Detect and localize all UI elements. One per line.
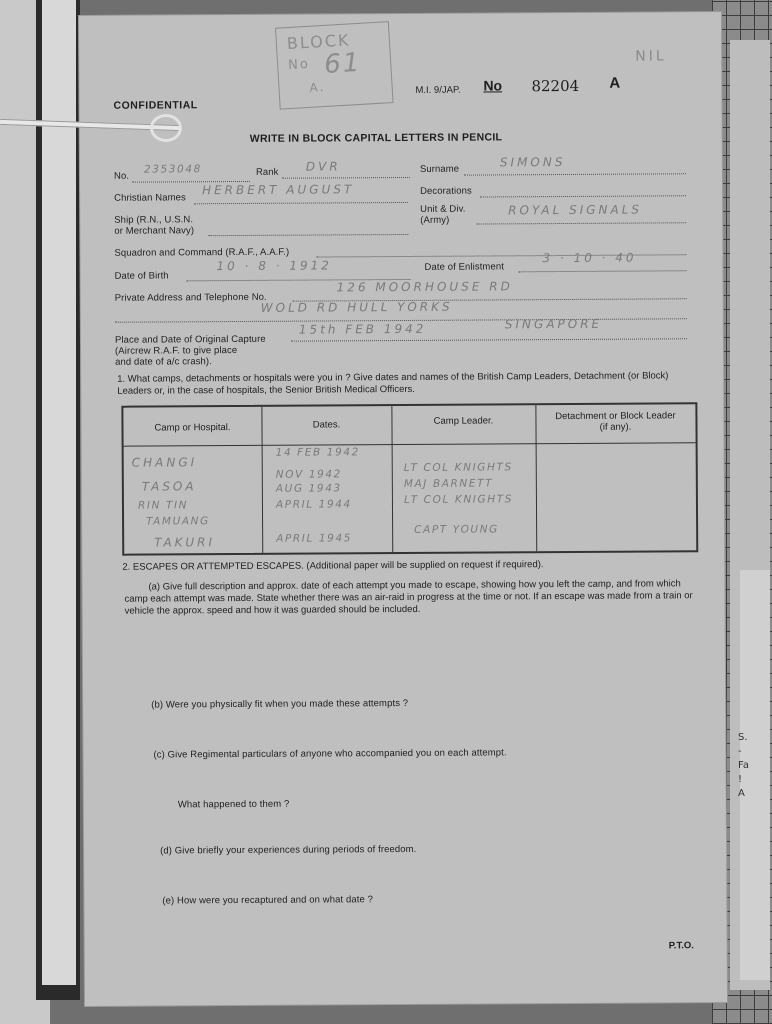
section2-question-c2: What happened to them ?	[177, 798, 290, 811]
please-turn-over: P.T.O.	[668, 940, 694, 952]
unit-value: ROYAL SIGNALS	[508, 202, 643, 218]
table-divider-2	[391, 406, 393, 552]
form-number: 82204	[531, 76, 580, 96]
date-2: NOV 1942	[275, 468, 342, 481]
address-label: Private Address and Telephone No.	[114, 291, 267, 304]
leader-4: CAPT YOUNG	[414, 523, 499, 536]
classification: CONFIDENTIAL	[113, 99, 198, 112]
leader-2: MAJ BARNETT	[403, 477, 494, 490]
form-sheet	[79, 12, 727, 1006]
camp-1: CHANGI	[131, 455, 198, 470]
stamp-line3: A.	[309, 79, 326, 95]
camp-5: TAKURI	[154, 535, 216, 550]
slip-text-5: A	[738, 788, 745, 799]
service-number-label: No.	[113, 170, 130, 182]
date-4: APRIL 1944	[275, 498, 352, 511]
block-stamp	[275, 21, 394, 110]
camp-4: TAMUANG	[146, 515, 210, 528]
number-label: No	[483, 77, 503, 94]
slip-text-2: -	[738, 746, 742, 757]
camp-2: TASOA	[141, 479, 197, 494]
surname-value: SIMONS	[499, 155, 566, 170]
date-of-birth-value: 10 · 8 · 1912	[216, 258, 332, 274]
christian-names-label: Christian Names	[114, 192, 186, 204]
service-number-value: 2353048	[143, 163, 202, 176]
capture-line	[291, 338, 687, 341]
section2-question-d: (d) Give briefly your experiences during periods of freedom.	[160, 843, 417, 857]
section2-question-a: (a) Give full description and approx. date of each attempt you made to escape, showing how you left the camp, and from which camp each attempt was made. State whether there was an air-raid in progress at the time or not. If an escape was made from a train or vehicle the approx. speed and how it was guarded should be included.	[124, 578, 693, 617]
address-value-1: 126 MOORHOUSE RD	[336, 279, 513, 295]
capture-date-value: 15th FEB 1942	[298, 321, 427, 337]
date-5: APRIL 1945	[276, 532, 353, 545]
capture-label-3: and date of a/c crash).	[115, 356, 212, 368]
rank-label: Rank	[255, 166, 279, 178]
rank-value: DVR	[305, 159, 341, 174]
address-value-2: WOLD RD HULL YORKS	[260, 299, 453, 315]
enlistment-label: Date of Enlistment	[424, 261, 504, 273]
header-dates: Dates.	[312, 419, 341, 431]
string-knot	[150, 114, 182, 142]
unit-label-1: Unit & Div.	[420, 203, 466, 215]
header-camp-leader: Camp Leader.	[433, 415, 494, 427]
nil-note: NIL	[635, 48, 667, 65]
section2-question-e: (e) How were you recaptured and on what date ?	[162, 894, 373, 907]
squadron-label: Squadron and Command (R.A.F., A.A.F.)	[114, 246, 290, 259]
surname-line	[464, 173, 686, 175]
instruction: WRITE IN BLOCK CAPITAL LETTERS IN PENCIL	[249, 131, 503, 145]
stamp-line2: No	[287, 56, 311, 74]
camps-table	[121, 402, 698, 556]
leader-1: LT COL KNIGHTS	[403, 461, 513, 474]
ship-line	[208, 234, 408, 236]
enlistment-value: 3 · 10 · 40	[542, 250, 637, 266]
capture-label-2: (Aircrew R.A.F. to give place	[114, 345, 238, 357]
ship-label-2: or Merchant Navy)	[114, 225, 195, 237]
unit-line	[476, 222, 686, 224]
unit-label-2: (Army)	[420, 214, 450, 226]
decorations-line	[480, 195, 686, 197]
binder-underlying-page	[42, 0, 76, 985]
table-divider-3	[535, 405, 537, 551]
form-reference: M.I. 9/JAP.	[415, 84, 461, 96]
slip-text-4: !	[738, 774, 743, 785]
leader-3: LT COL KNIGHTS	[403, 493, 514, 506]
section2-question-c: (c) Give Regimental particulars of anyone who accompanied you on each attempt.	[153, 747, 507, 761]
capture-label-1: Place and Date of Original Capture	[114, 333, 266, 346]
stamp-number: 61	[323, 47, 363, 80]
decorations-label: Decorations	[420, 185, 472, 197]
enlistment-line	[519, 270, 687, 272]
header-detachment: Detachment or Block Leader (if any).	[555, 410, 676, 433]
camp-3: RIN TIN	[137, 499, 189, 512]
slip-text-3: Fa	[738, 760, 749, 771]
section1-question: 1. What camps, detachments or hospitals were you in ? Give dates and names of the British Camp Leaders, Detachment (or Block) Leaders or, in the case of hospitals, the Senior British Medical Officers.	[117, 370, 669, 397]
underlying-slip	[740, 570, 770, 980]
form-suffix: A	[609, 74, 621, 92]
stamp-line1: BLOCK	[286, 30, 351, 54]
date-of-birth-label: Date of Birth	[114, 270, 169, 282]
slip-text-1: S.	[738, 732, 748, 743]
rank-line	[282, 177, 410, 179]
ship-label-1: Ship (R.N., U.S.N.	[114, 214, 194, 226]
section2-question-b: (b) Were you physically fit when you made these attempts ?	[151, 697, 409, 711]
table-header-rule	[124, 442, 696, 446]
header-camp: Camp or Hospital.	[154, 422, 231, 434]
surname-label: Surname	[419, 163, 460, 175]
capture-place-value: SINGAPORE	[504, 316, 603, 332]
date-3: AUG 1943	[275, 482, 342, 495]
date-1: 14 FEB 1942	[275, 446, 360, 459]
christian-names-value: HERBERT AUGUST	[202, 182, 355, 198]
christian-names-line	[194, 202, 408, 204]
section2-title: 2. ESCAPES OR ATTEMPTED ESCAPES. (Additional paper will be supplied on request if required).	[122, 559, 544, 573]
